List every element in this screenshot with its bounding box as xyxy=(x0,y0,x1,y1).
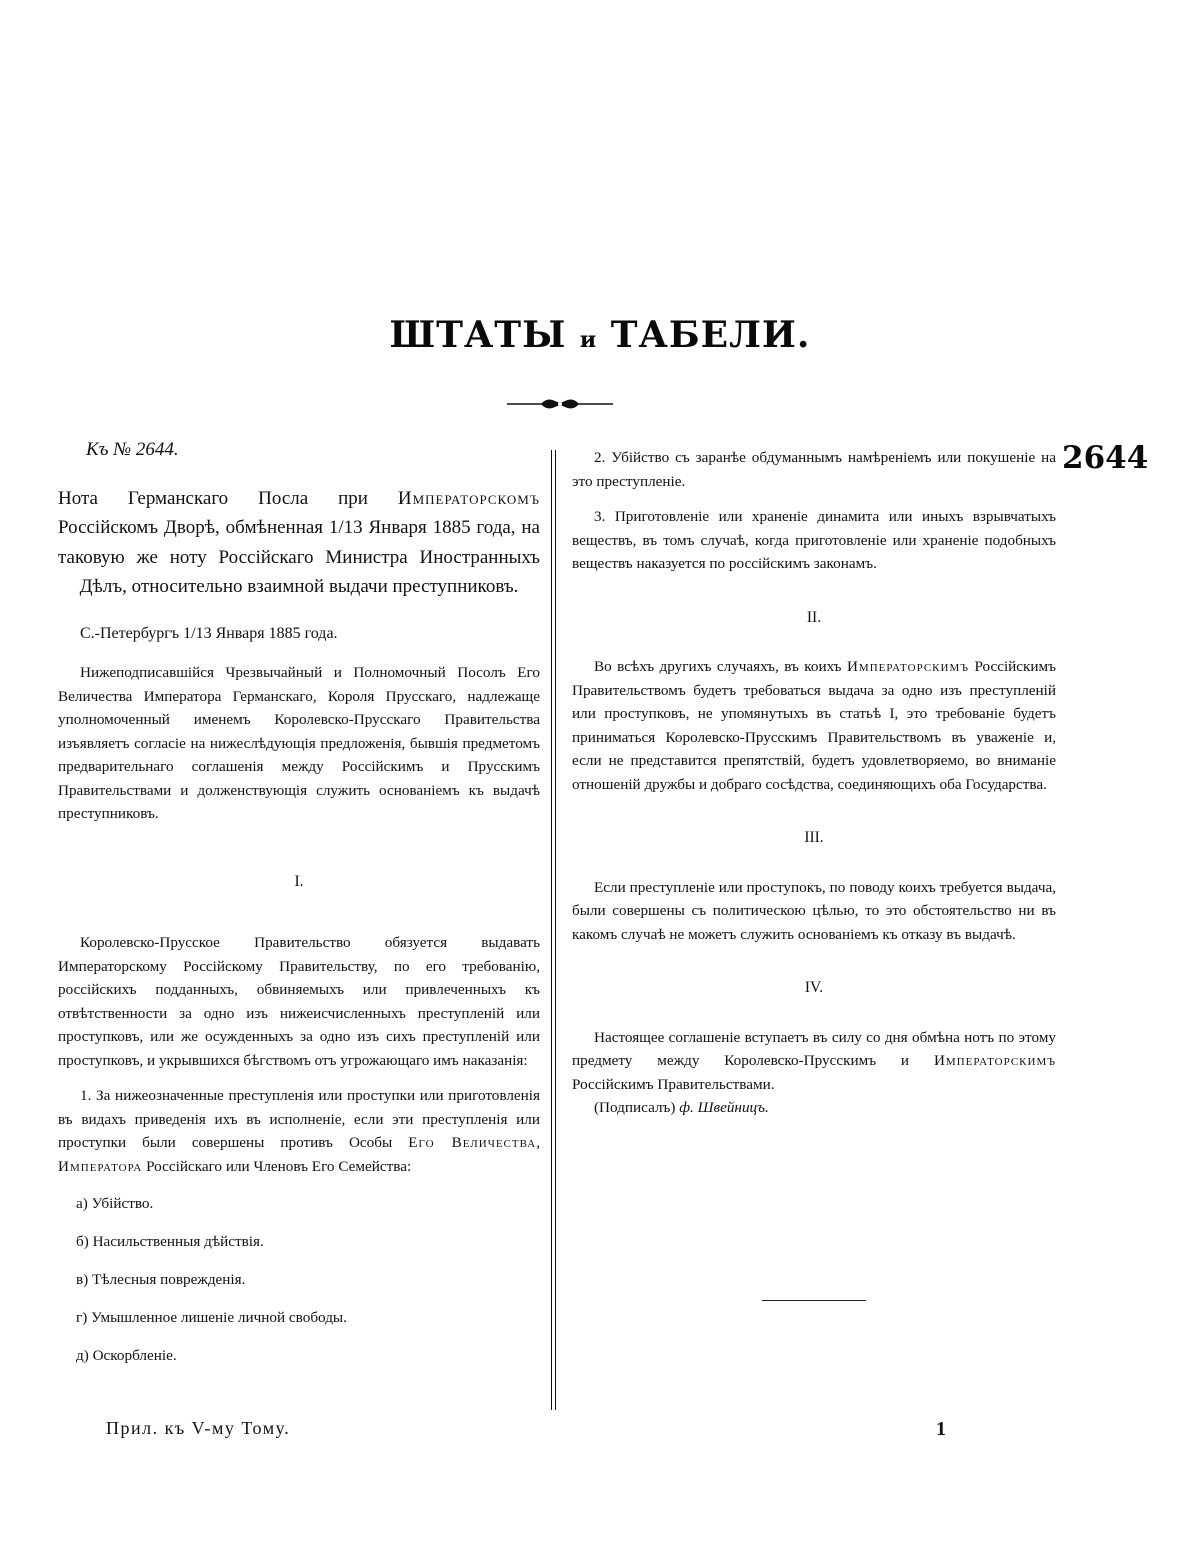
point-2: 2. Убійство съ заранѣе обдуманнымъ намѣреніемъ или покушеніе на это преступленіе. xyxy=(572,449,1056,490)
column-rule-right xyxy=(555,450,556,1410)
document-number: 2644 xyxy=(1062,440,1149,476)
list-item: б) Насильственныя дѣйствія. xyxy=(76,1233,264,1251)
page-title-part: ШТАТЫ xyxy=(389,314,567,356)
column-rule-left xyxy=(551,450,552,1410)
intro-paragraph: Нижеподписавшійся Чрезвычайный и Полномочный Посолъ Его Величества Императора Германскаго, Короля Прусскаго, надлежаще уполномоченный именемъ Королевско-Прусскаго Правительства изъявляетъ согласіе на нижеслѣдующія предложенія, бывшія предметомъ предварительнаго соглашенія между Россійскимъ и Прусскимъ Правительствами и долженствующія служить основаніемъ къ выдачѣ преступниковъ. xyxy=(58,664,540,822)
list-item: г) Умышленное лишеніе личной свободы. xyxy=(76,1309,347,1327)
right-column xyxy=(572,446,1056,1120)
section-4-text: Настоящее соглашеніе вступаетъ въ силу со дня обмѣна нотъ по этому предмету между Королевско-Прусскимъ и Императорскимъ Россійскимъ Правительствами. xyxy=(572,1028,1057,1093)
section-heading-3: III. xyxy=(804,829,824,846)
page-title-conjunction: и xyxy=(579,327,598,353)
date-line: С.-Петербургъ 1/13 Января 1885 года. xyxy=(80,624,338,642)
page-title-part: ТАБЕЛИ. xyxy=(610,314,811,356)
appendix-footer: Прил. къ V-му Тому. xyxy=(106,1418,291,1438)
end-rule xyxy=(762,1300,866,1301)
reference-line: Къ № 2644. xyxy=(86,439,179,460)
signature-line: (Подписалъ) ф. Швейницъ. xyxy=(594,1099,769,1116)
point-1: 1. За нижеозначенные преступленія или проступки или приготовленія въ видахъ приведенія ихъ въ исполненіе, если эти преступленія или проступки были совершены противъ Особы Его Величества, Императора Россійскаго или Членовъ Его Семейства: xyxy=(58,1087,541,1175)
list-item: а) Убійство. xyxy=(76,1195,154,1212)
section-3-text: Если преступленіе или проступокъ, по поводу коихъ требуется выдача, были совершены съ политическою цѣлью, то это обстоятельство ни въ какомъ случаѣ не можетъ служить основаніемъ къ отказу въ выдачѣ. xyxy=(572,878,1056,943)
left-column xyxy=(58,438,540,1382)
list-item: д) Оскорбленіе. xyxy=(76,1347,177,1365)
note-title: Нота Германскаго Посла при Императорскомъ Россійскомъ Дворѣ, обмѣненная 1/13 Января 1885 года, на таковую же ноту Россійскаго Министра Иностранныхъ Дѣлъ, относительно взаимной выдачи преступниковъ. xyxy=(58,487,540,597)
section-2-text: Во всѣхъ другихъ случаяхъ, въ коихъ Императорскимъ Россійскимъ Правительствомъ будетъ требоваться выдача за одно изъ преступленій или проступковъ, не упомянутыхъ въ статьѣ I, это требованіе будетъ приниматься Королевско-Прусскимъ Правительствомъ въ уваженіе и, если не представится препятствій, будетъ удовлетворяемо, во вниманіе отношеній дружбы и добраго сосѣдства, соединяющихъ оба Государства. xyxy=(572,658,1057,793)
point-3: 3. Приготовленіе или храненіе динамита или иныхъ взрывчатыхъ веществъ, въ томъ случаѣ, когда приготовленіе или храненіе подобныхъ веществъ наказуется по россійскимъ законамъ. xyxy=(572,508,1056,572)
section-1-text: Королевско-Прусское Правительство обязуется выдавать Императорскому Россійскому Правительству, по его требованію, россійскихъ подданныхъ, обвиняемыхъ или привлеченныхъ къ отвѣтственности за одно изъ нижеисчисленныхъ преступленій или проступковъ, или же осужденныхъ за одно изъ сихъ преступленій или проступковъ, и укрывшихся бѣгствомъ отъ угрожающаго имъ наказанія: xyxy=(58,934,540,1069)
section-heading-1: I. xyxy=(294,872,304,890)
page-number: 1 xyxy=(936,1418,946,1440)
section-heading-2: II. xyxy=(806,608,822,626)
page-title xyxy=(0,314,1200,356)
list-item: в) Тѣлесныя поврежденія. xyxy=(76,1271,246,1289)
signature-name: ф. Швейницъ. xyxy=(679,1099,769,1116)
section-heading-4: IV. xyxy=(804,979,824,996)
ornament-divider-icon xyxy=(505,393,615,415)
